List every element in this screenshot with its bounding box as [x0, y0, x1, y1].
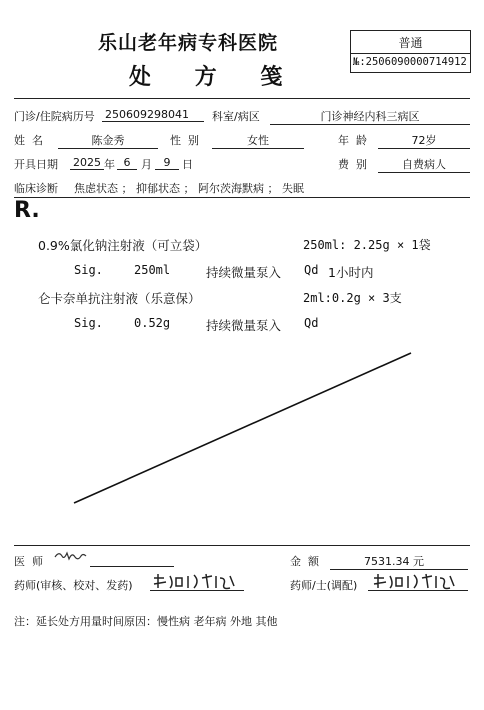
extension-note: 注：延长处方用量时间原因：慢性病 老年病 外地 其他	[14, 615, 278, 628]
medication-1-dose: 250ml	[134, 263, 171, 277]
rx-number-label: №:	[353, 56, 366, 68]
doctor-signature-line	[90, 566, 174, 567]
patient-name-value: 陈金秀	[58, 132, 158, 149]
doctor-signature	[52, 546, 90, 564]
rx-number-value: 2506090000714912	[365, 56, 467, 68]
day-label: 日	[182, 158, 193, 171]
age-label: 年 龄	[338, 134, 367, 147]
medication-1-sig: Sig.	[74, 263, 103, 277]
medication-1-spec-value: 250ml: 2.25g	[303, 238, 390, 252]
medication-1-qty: 1袋	[411, 238, 431, 252]
year-label: 年	[104, 158, 115, 171]
form-title: 处 方 笺	[129, 65, 301, 90]
medication-2-frequency: Qd	[304, 316, 319, 330]
medication-2-dose: 0.52g	[134, 316, 171, 330]
fee-type-value: 自费病人	[378, 156, 470, 173]
pharmacist-review-line	[150, 590, 244, 591]
amount-label: 金 额	[290, 555, 319, 568]
medication-2-sig: Sig.	[74, 316, 103, 330]
doctor-label: 医 师	[14, 555, 43, 568]
medication-1-frequency: Qd	[304, 263, 319, 277]
medication-1-duration: 1小时内	[328, 265, 374, 280]
medication-1-times: ×	[396, 238, 405, 252]
pharmacist-dispense-signature	[370, 570, 462, 592]
medication-1-route: 持续微量泵入	[206, 265, 282, 280]
amount-field	[330, 553, 468, 570]
date-month: 6	[117, 156, 137, 170]
department-label: 科室/病区	[212, 110, 260, 123]
record-number-value: 250609298041	[102, 108, 204, 122]
pharmacist-dispense-line	[368, 590, 468, 591]
pharmacist-dispense-label: 药师/士(调配)	[290, 579, 358, 592]
patient-name-label: 姓 名	[14, 134, 43, 147]
age-value: 72岁	[378, 132, 470, 149]
diagnosis-value: 焦虑状态 ； 抑郁状态 ； 阿尔茨海默病 ； 失眠	[74, 182, 304, 195]
medication-2-spec-value: 2ml:0.2g	[303, 291, 361, 305]
amount-value: 7531.34	[364, 555, 410, 568]
department-value: 门诊神经内科三病区	[270, 108, 470, 125]
month-label: 月	[141, 158, 152, 171]
medication-2-route: 持续微量泵入	[206, 318, 282, 333]
fee-type-label: 费 别	[338, 158, 367, 171]
hospital-name: 乐山老年病专科医院	[98, 32, 279, 54]
record-number-label: 门诊/住院病历号	[14, 110, 95, 123]
pharmacist-review-label: 药师(审核、校对、发药)	[14, 579, 133, 592]
medication-2-times: ×	[368, 291, 376, 305]
medication-2-qty: 3支	[382, 291, 402, 305]
sex-value: 女性	[212, 132, 304, 149]
pharmacist-review-signature	[150, 570, 242, 592]
diagnosis-label: 临床诊断	[14, 182, 58, 195]
rx-symbol: R.	[14, 198, 40, 223]
date-label: 开具日期	[14, 158, 58, 171]
medication-2-name: 仑卡奈单抗注射液（乐意保）	[38, 291, 201, 306]
date-year: 2025	[70, 156, 104, 170]
medication-1-name: 0.9%氯化钠注射液（可立袋）	[38, 238, 208, 253]
amount-unit: 元	[413, 555, 424, 568]
prescription-type: 普通	[398, 36, 423, 50]
date-day: 9	[155, 156, 179, 170]
sex-label: 性 别	[170, 134, 199, 147]
